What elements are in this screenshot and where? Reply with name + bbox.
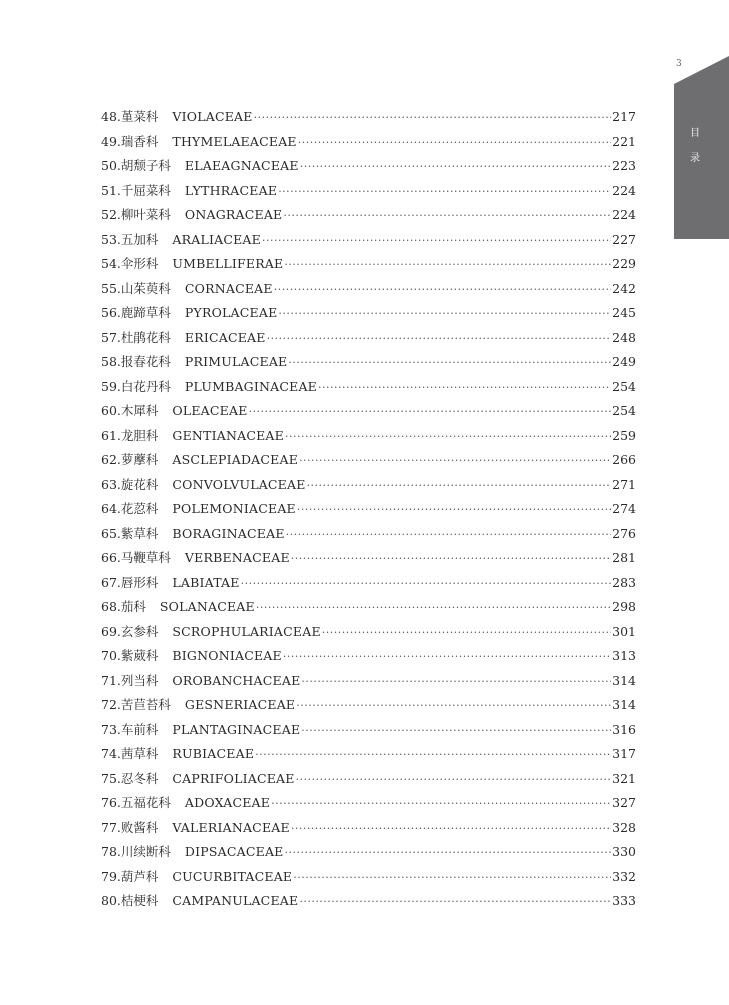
toc-entry-latin-name: CONVOLVULACEAE xyxy=(172,476,306,492)
toc-entry-chinese-name: 玄参科 xyxy=(120,623,159,639)
toc-entry-page: 271 xyxy=(612,476,636,492)
toc-entry-chinese-name: 唇形科 xyxy=(120,574,159,590)
toc-entry-number: 63. xyxy=(101,476,121,492)
toc-entry-page: 229 xyxy=(612,256,636,271)
toc-entry-chinese-name: 白花丹科 xyxy=(120,378,171,394)
toc-entry-number: 59. xyxy=(101,378,121,394)
toc-entry[interactable] xyxy=(101,328,636,353)
toc-entry[interactable] xyxy=(101,597,636,622)
toc-entry[interactable] xyxy=(101,622,636,647)
toc-entry-chinese-name: 杜鹃花科 xyxy=(120,329,171,345)
toc-leader-dots xyxy=(255,748,611,761)
toc-leader-dots xyxy=(283,209,611,222)
toc-entry-number: 54. xyxy=(101,256,121,271)
toc-entry-chinese-name: 葫芦科 xyxy=(120,868,159,884)
toc-leader-dots xyxy=(285,430,611,443)
toc-entry-page: 316 xyxy=(612,721,636,737)
toc-entry[interactable] xyxy=(101,205,636,230)
toc-entry-page: 301 xyxy=(612,623,636,639)
toc-entry-number: 56. xyxy=(101,305,121,320)
toc-entry-chinese-name: 车前科 xyxy=(120,721,159,737)
toc-entry[interactable] xyxy=(101,450,636,475)
toc-entry-chinese-name: 伞形科 xyxy=(120,256,159,271)
toc-entry[interactable] xyxy=(101,499,636,524)
toc-entry-page: 223 xyxy=(612,158,636,173)
toc-leader-dots xyxy=(284,258,611,271)
toc-entry-page: 313 xyxy=(612,648,636,663)
toc-entry-page: 224 xyxy=(612,182,636,198)
toc-entry-chinese-name: 鹿蹄草科 xyxy=(120,305,171,320)
toc-leader-dots xyxy=(293,871,611,884)
toc-entry-page: 321 xyxy=(612,770,636,786)
toc-entry-chinese-name: 紫草科 xyxy=(120,525,159,541)
toc-entry-number: 67. xyxy=(101,574,121,590)
side-tab-label-1: 目 xyxy=(690,128,700,139)
toc-entry-latin-name: BORAGINACEAE xyxy=(172,525,285,541)
toc-entry-page: 330 xyxy=(612,844,636,859)
toc-entry[interactable] xyxy=(101,548,636,573)
toc-entry[interactable] xyxy=(101,646,636,671)
toc-entry-page: 254 xyxy=(612,378,636,394)
toc-entry-latin-name: GESNERIACEAE xyxy=(184,697,296,712)
toc-entry-latin-name: CAPRIFOLIACEAE xyxy=(172,770,295,786)
toc-entry-chinese-name: 败酱科 xyxy=(120,819,159,835)
toc-entry-chinese-name: 列当科 xyxy=(120,672,159,688)
toc-entry-page: 281 xyxy=(612,550,636,565)
toc-leader-dots xyxy=(322,626,611,639)
toc-entry-chinese-name: 龙胆科 xyxy=(120,427,159,443)
toc-entry-page: 314 xyxy=(612,697,636,712)
toc-leader-dots xyxy=(307,479,612,492)
toc-entry[interactable] xyxy=(101,744,636,769)
toc-leader-dots xyxy=(291,552,611,565)
toc-entry-latin-name: PLANTAGINACEAE xyxy=(172,721,301,737)
toc-leader-dots xyxy=(254,111,612,124)
toc-entry-latin-name: ADOXACEAE xyxy=(184,795,271,810)
toc-entry-number: 49. xyxy=(101,133,121,149)
toc-leader-dots xyxy=(283,650,611,663)
toc-entry-page: 298 xyxy=(612,599,636,614)
toc-entry-chinese-name: 五福花科 xyxy=(120,795,171,810)
toc-entry-number: 72. xyxy=(101,697,121,712)
toc-entry-page: 242 xyxy=(612,280,636,296)
toc-entry[interactable] xyxy=(101,867,636,892)
toc-entry-latin-name: CAMPANULACEAE xyxy=(172,893,299,908)
toc-entry-latin-name: LABIATAE xyxy=(172,574,240,590)
toc-leader-dots xyxy=(291,822,611,835)
toc-entry-latin-name: OROBANCHACEAE xyxy=(172,672,301,688)
toc-entry-chinese-name: 桔梗科 xyxy=(120,893,159,908)
toc-entry-chinese-name: 木犀科 xyxy=(120,403,159,418)
toc-entry-page: 254 xyxy=(612,403,636,418)
toc-entry-latin-name: RUBIACEAE xyxy=(172,746,255,761)
toc-entry[interactable] xyxy=(101,132,636,157)
toc-entry-page: 249 xyxy=(612,354,636,369)
toc-entry[interactable] xyxy=(101,181,636,206)
toc-entry-page: 283 xyxy=(612,574,636,590)
toc-entry-number: 69. xyxy=(101,623,121,639)
toc-entry-latin-name: ARALIACEAE xyxy=(172,231,261,247)
toc-leader-dots xyxy=(301,724,611,737)
toc-entry-page: 274 xyxy=(612,501,636,516)
toc-entry-number: 50. xyxy=(101,158,121,173)
toc-leader-dots xyxy=(256,601,611,614)
toc-entry-chinese-name: 山茱萸科 xyxy=(120,280,171,296)
toc-entry-number: 79. xyxy=(101,868,121,884)
toc-entry-page: 266 xyxy=(612,452,636,467)
toc-entry[interactable] xyxy=(101,842,636,867)
toc-entry-latin-name: VALERIANACEAE xyxy=(172,819,290,835)
toc-entry-chinese-name: 旋花科 xyxy=(120,476,159,492)
toc-entry-number: 78. xyxy=(101,844,121,859)
toc-leader-dots xyxy=(285,846,612,859)
toc-leader-dots xyxy=(301,675,611,688)
toc-entry-number: 74. xyxy=(101,746,121,761)
toc-entry-number: 71. xyxy=(101,672,121,688)
toc-entry-page: 314 xyxy=(612,672,636,688)
toc-entry-number: 64. xyxy=(101,501,121,516)
toc-leader-dots xyxy=(298,136,611,149)
toc-entry-page: 333 xyxy=(612,893,636,908)
toc-entry-number: 65. xyxy=(101,525,121,541)
toc-entry-page: 217 xyxy=(612,109,636,124)
toc-leader-dots xyxy=(296,773,612,786)
toc-leader-dots xyxy=(318,381,611,394)
toc-entry-latin-name: THYMELAEACEAE xyxy=(172,133,297,149)
toc-leader-dots xyxy=(286,528,612,541)
toc-entry-number: 51. xyxy=(101,182,121,198)
toc-entry-number: 61. xyxy=(101,427,121,443)
toc-entry-chinese-name: 萝藦科 xyxy=(120,452,159,467)
toc-entry-number: 77. xyxy=(101,819,121,835)
toc-entry-latin-name: DIPSACACEAE xyxy=(184,844,284,859)
toc-entry-chinese-name: 堇菜科 xyxy=(120,109,159,124)
toc-entry[interactable] xyxy=(101,818,636,843)
toc-entry-number: 53. xyxy=(101,231,121,247)
toc-entry-latin-name: LYTHRACEAE xyxy=(184,182,278,198)
toc-leader-dots xyxy=(274,283,611,296)
table-of-contents xyxy=(101,107,636,916)
toc-leader-dots xyxy=(267,332,612,345)
toc-entry-number: 66. xyxy=(101,550,121,565)
toc-entry-latin-name: ASCLEPIADACEAE xyxy=(172,452,299,467)
toc-leader-dots xyxy=(271,797,611,810)
toc-leader-dots xyxy=(278,185,611,198)
toc-entry-number: 68. xyxy=(101,599,121,614)
toc-entry[interactable] xyxy=(101,769,636,794)
toc-entry-latin-name: CORNACEAE xyxy=(184,280,273,296)
toc-entry-latin-name: PLUMBAGINACEAE xyxy=(184,378,318,394)
toc-entry-number: 76. xyxy=(101,795,121,810)
toc-entry-chinese-name: 花荵科 xyxy=(120,501,159,516)
toc-leader-dots xyxy=(299,454,611,467)
toc-entry-number: 70. xyxy=(101,648,121,663)
toc-entry[interactable] xyxy=(101,426,636,451)
toc-entry-chinese-name: 五加科 xyxy=(120,231,159,247)
toc-entry-number: 57. xyxy=(101,329,121,345)
toc-entry-chinese-name: 千屈菜科 xyxy=(120,182,171,198)
toc-entry-number: 73. xyxy=(101,721,121,737)
toc-entry[interactable] xyxy=(101,793,636,818)
toc-entry-page: 227 xyxy=(612,231,636,247)
toc-entry[interactable] xyxy=(101,475,636,500)
toc-entry-latin-name: GENTIANACEAE xyxy=(172,427,284,443)
toc-entry-chinese-name: 忍冬科 xyxy=(120,770,159,786)
toc-leader-dots xyxy=(249,405,612,418)
toc-entry[interactable] xyxy=(101,720,636,745)
toc-entry[interactable] xyxy=(101,524,636,549)
toc-entry[interactable] xyxy=(101,254,636,279)
side-tab xyxy=(674,56,729,239)
toc-entry-latin-name: PRIMULACEAE xyxy=(184,354,288,369)
toc-entry[interactable] xyxy=(101,377,636,402)
toc-leader-dots xyxy=(299,895,611,908)
toc-entry-latin-name: ERICACEAE xyxy=(184,329,266,345)
toc-entry-page: 332 xyxy=(612,868,636,884)
toc-entry-number: 52. xyxy=(101,207,121,222)
toc-entry-chinese-name: 柳叶菜科 xyxy=(120,207,171,222)
toc-entry-number: 48. xyxy=(101,109,121,124)
toc-entry[interactable] xyxy=(101,695,636,720)
toc-entry[interactable] xyxy=(101,671,636,696)
toc-entry-chinese-name: 茄科 xyxy=(120,599,146,614)
toc-entry-latin-name: VIOLACEAE xyxy=(172,109,253,124)
toc-entry-latin-name: VERBENACEAE xyxy=(184,550,290,565)
toc-entry[interactable] xyxy=(101,230,636,255)
toc-entry-latin-name: SCROPHULARIACEAE xyxy=(172,623,321,639)
toc-entry[interactable] xyxy=(101,279,636,304)
toc-entry-chinese-name: 瑞香科 xyxy=(120,133,159,149)
toc-entry-chinese-name: 报春花科 xyxy=(120,354,171,369)
toc-entry-number: 58. xyxy=(101,354,121,369)
toc-entry-chinese-name: 苦苣苔科 xyxy=(120,697,171,712)
toc-entry-page: 328 xyxy=(612,819,636,835)
toc-entry-page: 317 xyxy=(612,746,636,761)
toc-entry[interactable] xyxy=(101,156,636,181)
toc-entry-latin-name: UMBELLIFERAE xyxy=(172,256,284,271)
toc-leader-dots xyxy=(300,160,611,173)
toc-entry-number: 60. xyxy=(101,403,121,418)
toc-leader-dots xyxy=(278,307,611,320)
toc-entry-page: 221 xyxy=(612,133,636,149)
toc-entry-page: 259 xyxy=(612,427,636,443)
toc-entry-latin-name: SOLANACEAE xyxy=(159,599,255,614)
toc-entry-latin-name: ELAEAGNACEAE xyxy=(184,158,299,173)
page-number: 3 xyxy=(676,59,682,69)
toc-entry-page: 224 xyxy=(612,207,636,222)
side-tab-shape xyxy=(674,56,729,239)
toc-leader-dots xyxy=(296,699,611,712)
toc-entry[interactable] xyxy=(101,573,636,598)
toc-entry-chinese-name: 川续断科 xyxy=(120,844,171,859)
toc-entry-page: 245 xyxy=(612,305,636,320)
toc-entry-chinese-name: 茜草科 xyxy=(120,746,159,761)
toc-entry-latin-name: BIGNONIACEAE xyxy=(172,648,282,663)
toc-entry-number: 80. xyxy=(101,893,121,908)
toc-entry-latin-name: PYROLACEAE xyxy=(184,305,278,320)
toc-entry[interactable] xyxy=(101,401,636,426)
toc-leader-dots xyxy=(241,577,612,590)
toc-entry-latin-name: POLEMONIACEAE xyxy=(172,501,296,516)
toc-entry-page: 248 xyxy=(612,329,636,345)
toc-entry-page: 327 xyxy=(612,795,636,810)
toc-entry[interactable] xyxy=(101,891,636,916)
toc-leader-dots xyxy=(297,503,611,516)
toc-entry-number: 62. xyxy=(101,452,121,467)
toc-entry-number: 75. xyxy=(101,770,121,786)
toc-entry-page: 276 xyxy=(612,525,636,541)
toc-entry-latin-name: ONAGRACEAE xyxy=(184,207,283,222)
toc-entry[interactable] xyxy=(101,303,636,328)
toc-entry-latin-name: CUCURBITACEAE xyxy=(172,868,293,884)
toc-entry-chinese-name: 胡颓子科 xyxy=(120,158,171,173)
toc-leader-dots xyxy=(288,356,611,369)
toc-entry[interactable] xyxy=(101,352,636,377)
side-tab-label-2: 录 xyxy=(690,153,700,164)
toc-entry-chinese-name: 马鞭草科 xyxy=(120,550,171,565)
toc-entry-number: 55. xyxy=(101,280,121,296)
toc-leader-dots xyxy=(262,234,611,247)
toc-entry-latin-name: OLEACEAE xyxy=(172,403,248,418)
toc-entry-chinese-name: 紫葳科 xyxy=(120,648,159,663)
toc-entry[interactable] xyxy=(101,107,636,132)
